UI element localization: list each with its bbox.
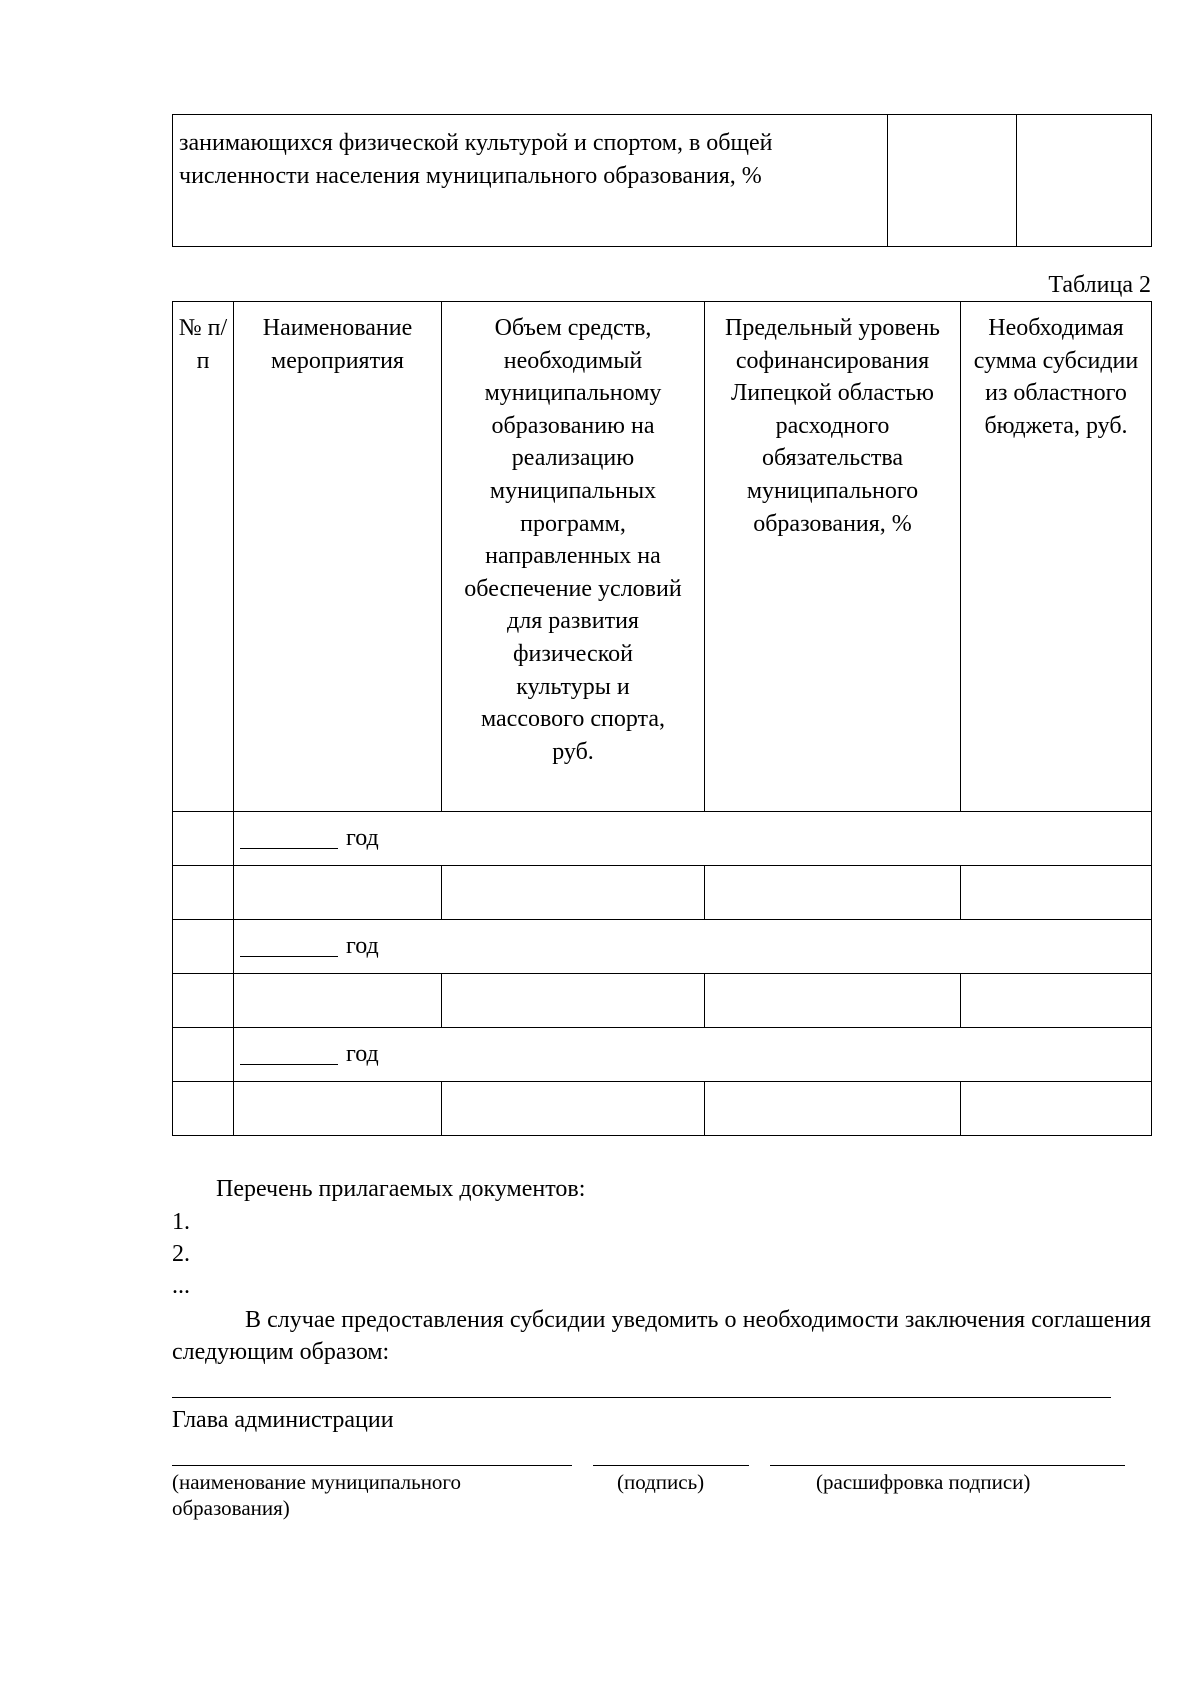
empty-cell <box>234 866 442 920</box>
empty-cell <box>173 1082 234 1136</box>
transcript-signature-line <box>770 1465 1125 1466</box>
empty-cell <box>888 115 1017 247</box>
continuation-table <box>172 114 1152 247</box>
head-title: Глава администрации <box>172 1407 394 1433</box>
municipality-signature-line <box>172 1465 572 1466</box>
indicator-name-cell: занимающихся физической культурой и спортом, в общей численности населения муниципального образования, % <box>173 115 888 247</box>
signature-caption: (подпись) <box>617 1470 705 1494</box>
year-row <box>173 812 1152 866</box>
empty-cell <box>961 1082 1152 1136</box>
documents-item: 2. <box>172 1241 190 1267</box>
number-cell <box>173 920 234 974</box>
column-header-subsidy-amount: Необходимая сумма субсидии из областного бюджета, руб. <box>961 302 1152 812</box>
column-header-cofinancing-level: Предельный уровень софинансирования Липецкой областью расходного обязательства муниципального образования, % <box>705 302 961 812</box>
year-label: год <box>346 825 379 851</box>
table-caption: Таблица 2 <box>1048 272 1151 298</box>
documents-item: 1. <box>172 1209 190 1235</box>
empty-cell <box>234 1082 442 1136</box>
empty-cell <box>173 974 234 1028</box>
year-label: год <box>346 933 379 959</box>
year-row <box>173 920 1152 974</box>
empty-cell <box>442 974 705 1028</box>
table-row <box>173 115 1152 247</box>
empty-cell <box>1017 115 1152 247</box>
year-cell <box>234 920 1152 974</box>
documents-heading: Перечень прилагаемых документов: <box>216 1176 586 1202</box>
empty-cell <box>961 974 1152 1028</box>
table-row <box>173 1082 1152 1136</box>
empty-cell <box>442 866 705 920</box>
table-row <box>173 974 1152 1028</box>
subsidy-table <box>172 301 1152 1136</box>
municipality-caption: (наименование муниципального образования) <box>172 1470 462 1520</box>
empty-cell <box>442 1082 705 1136</box>
year-cell <box>234 1028 1152 1082</box>
notice-fill-line <box>172 1397 1111 1398</box>
table-row <box>173 866 1152 920</box>
year-row <box>173 1028 1152 1082</box>
notice-paragraph: В случае предоставления субсидии уведомить о необходимости заключения соглашения следующим образом: <box>172 1307 1151 1365</box>
empty-cell <box>961 866 1152 920</box>
year-blank <box>240 820 338 849</box>
year-blank <box>240 928 338 957</box>
year-cell <box>234 812 1152 866</box>
empty-cell <box>173 866 234 920</box>
empty-cell <box>234 974 442 1028</box>
documents-item: ... <box>172 1273 190 1299</box>
column-header-event-name: Наименование мероприятия <box>234 302 442 812</box>
empty-cell <box>705 866 961 920</box>
number-cell <box>173 812 234 866</box>
column-header-funds-volume: Объем средств, необходимый муниципальному образованию на реализацию муниципальных программ, направленных на обеспечение условий для развития физической культуры и массового спорта, руб. <box>442 302 705 812</box>
column-header-number: № п/п <box>173 302 234 812</box>
number-cell <box>173 1028 234 1082</box>
signature-line <box>593 1465 749 1466</box>
empty-cell <box>705 974 961 1028</box>
year-label: год <box>346 1041 379 1067</box>
empty-cell <box>705 1082 961 1136</box>
transcript-caption: (расшифровка подписи) <box>816 1470 1031 1494</box>
table-header-row <box>173 302 1152 812</box>
year-blank <box>240 1036 338 1065</box>
